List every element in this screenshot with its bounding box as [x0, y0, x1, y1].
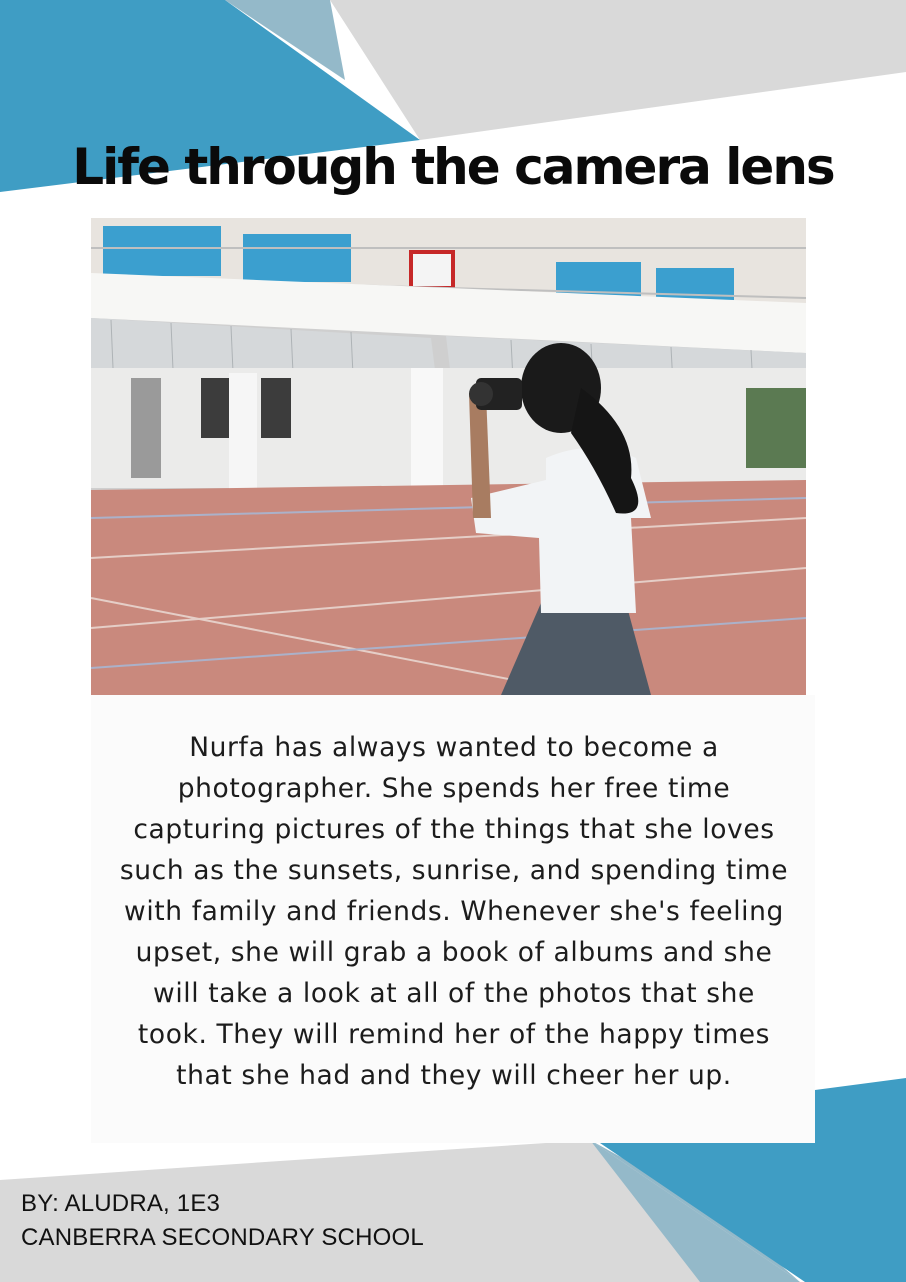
page-title: Life through the camera lens	[72, 138, 834, 196]
author-credit: BY: ALUDRA, 1E3	[21, 1190, 221, 1217]
school-name: CANBERRA SECONDARY SCHOOL	[21, 1224, 424, 1251]
student-photo	[91, 218, 806, 695]
story-paragraph: Nurfa has always wanted to become a photographer. She spends her free time capturing pictures of the things that she loves such as the sunsets, sunrise, and spending time with family and friends. Whenever she's feeling upset, she will grab a book of albums and she will take a look at all of the photos that she took. They will remind her of the happy times that she had and they will cheer her up.	[119, 732, 789, 1091]
